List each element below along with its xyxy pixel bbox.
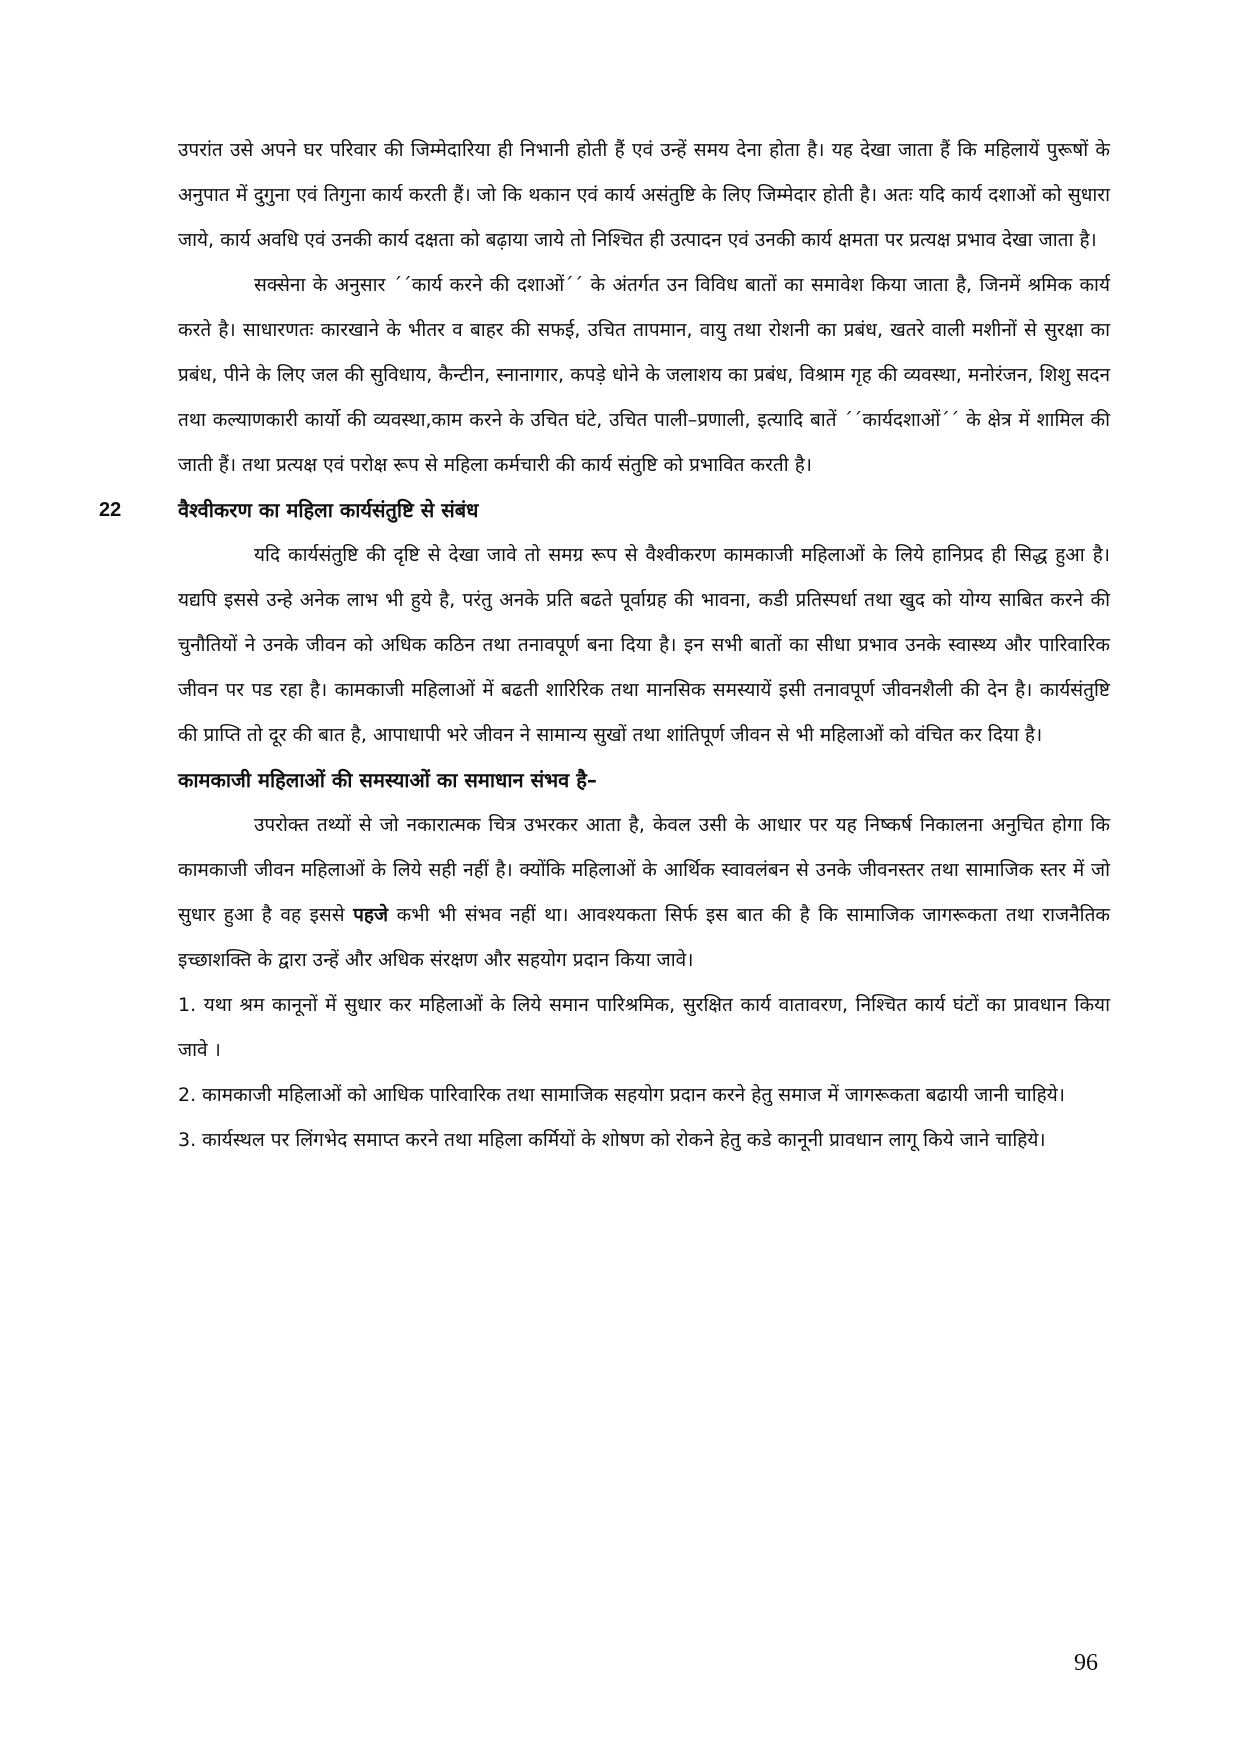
section-heading xyxy=(99,488,1110,533)
section-number: 22 xyxy=(99,499,122,521)
paragraph-4-start: उपरोक्त तथ्यों से जो नकारात्मक चित्र उभरकर आता है, केवल उसी के आधार पर यह निष्कर्ष निकालना अनुचित होगा कि कामकाजी जीवन महिलाओं के लिये सही नहीं है। क्योंकि महिलाओं के आर्थिक स्वावलंबन से उनके जीवनस्तर तथा सामाजिक स्तर में जो सुधार हुआ है वह इससे xyxy=(178,814,1110,926)
paragraph-4 xyxy=(178,803,1110,983)
list-item-1: 1. यथा श्रम कानूनों में सुधार कर महिलाओं के लिये समान पारिश्रमिक, सुरक्षित कार्य वातावरण, निश्चित कार्य घंटों का प्रावधान किया जावे । xyxy=(178,994,1110,1061)
page-number: 96 xyxy=(1074,1650,1098,1676)
paragraph-4-end: कभी भी संभव नहीं था। आवश्यकता सिर्फ इस बात की है कि सामाजिक जागरूकता तथा राजनैतिक इच्छाशक्ति के द्वारा उन्हें और अधिक संरक्षण और सहयोग प्रदान किया जावे। xyxy=(178,904,1110,971)
page-body xyxy=(99,128,1111,1163)
paragraph-3: यदि कार्यसंतुष्टि की दृष्टि से देखा जावे तो समग्र रूप से वैश्वीकरण कामकाजी महिलाओं के लिये हानिप्रद ही सिद्ध हुआ है। यद्यपि इससे उन्हे अनेक लाभ भी हुये है, परंतु अनके प्रति बढते पूर्वाग्रह की भावना, कडी प्रतिस्पर्धा तथा खुद को योग्य साबित करने की चुनौतियों ने उनके जीवन को अधिक कठिन तथा तनावपूर्ण बना दिया है। इन सभी बातों का सीधा प्रभाव उनके स्वास्थ्य और पारिवारिक जीवन पर पड रहा है। कामकाजी महिलाओं में बढती शारिरिक तथा मानसिक समस्यायें इसी तनावपूर्ण जीवनशैली की देन है। कार्यसंतुष्टि की प्राप्ति तो दूर की बात है, आपाधापी भरे जीवन ने सामान्य सुखों तथा शांतिपूर्ण जीवन से भी महिलाओं को वंचित कर दिया है। xyxy=(178,544,1110,746)
list-item-3: 3. कार्यस्थल पर लिंगभेद समाप्त करने तथा महिला कर्मियों के शोषण को रोकने हेतु कडे कानूनी प्रावधान लागू किये जाने चाहिये। xyxy=(178,1129,1046,1151)
paragraph-2: सक्सेना के अनुसार ´´कार्य करने की दशाओं´´ के अंतर्गत उन विविध बातों का समावेश किया जाता है, जिनमें श्रमिक कार्य करते है। साधारणतः कारखाने के भीतर व बाहर की सफई, उचित तापमान, वायु तथा रोशनी का प्रबंध, खतरे वाली मशीनों से सुरक्षा का प्रबंध, पीने के लिए जल की सुविधाय, कैन्टीन, स्नानागार, कपड़े धोने के जलाशय का प्रबंध, विश्राम गृह की व्यवस्था, मनोरंजन, शिशु सदन तथा कल्याणकारी कार्यो की व्यवस्था,काम करने के उचित घंटे, उचित पाली–प्रणाली, इत्यादि बातें ´´कार्यदशाओं´´ के क्षेत्र में शामिल की जाती हैं। तथा प्रत्यक्ष एवं परोक्ष रूप से महिला कर्मचारी की कार्य संतुष्टि को प्रभावित करती है। xyxy=(178,274,1111,476)
solutions-heading: कामकाजी महिलाओं की समस्याओं का समाधान संभव है– xyxy=(178,768,597,792)
list-item-2: 2. कामकाजी महिलाओं को आधिक पारिवारिक तथा सामाजिक सहयोग प्रदान करने हेतु समाज में जागरूकता बढायी जानी चाहिये। xyxy=(178,1084,1065,1106)
section-title: वैश्वीकरण का महिला कार्यसंतुष्टि से संबंध xyxy=(178,498,479,522)
bold-word: पहजे xyxy=(353,904,389,926)
paragraph-1: उपरांत उसे अपने घर परिवार की जिम्मेदारिया ही निभानी होती हैं एवं उन्हें समय देना होता है। यह देखा जाता हैं कि महिलायें पुरूषों के अनुपात में दुगुना एवं तिगुना कार्य करती हैं। जो कि थकान एवं कार्य असंतुष्टि के लिए जिम्मेदार होती है। अतः यदि कार्य दशाओं को सुधारा जाये, कार्य अवधि एवं उनकी कार्य दक्षता को बढ़ाया जाये तो निश्चित ही उत्पादन एवं उनकी कार्य क्षमता पर प्रत्यक्ष प्रभाव देखा जाता है। xyxy=(178,139,1110,251)
